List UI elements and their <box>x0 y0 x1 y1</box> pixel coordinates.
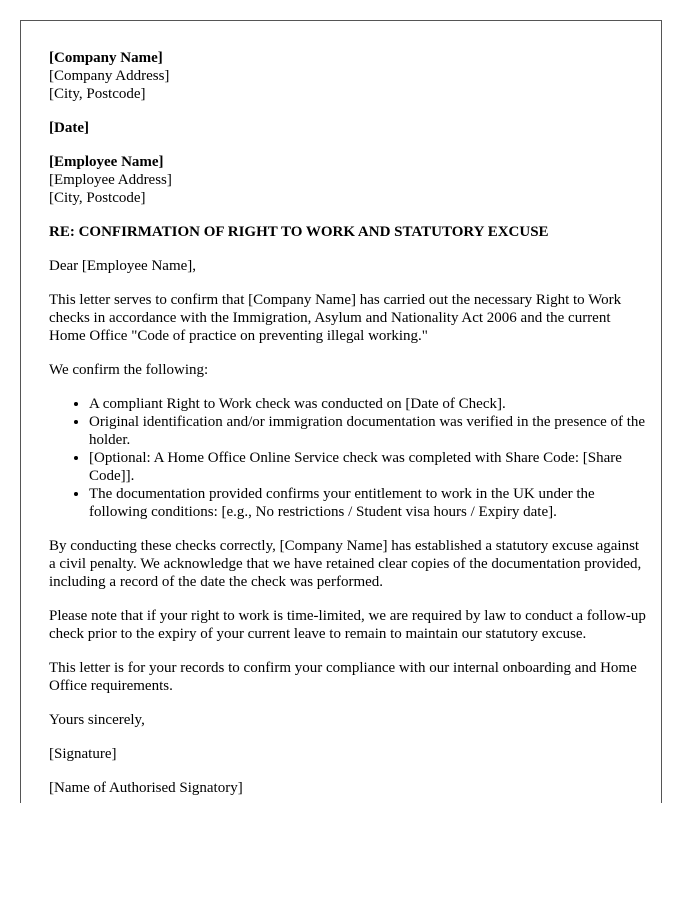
sender-city-postcode: [City, Postcode] <box>49 86 146 102</box>
recipient-block <box>49 153 649 207</box>
recipient-employee-name: [Employee Name] <box>49 154 164 170</box>
signatory-name: [Name of Authorised Signatory] <box>49 780 243 796</box>
subject-line: RE: CONFIRMATION OF RIGHT TO WORK AND STATUTORY EXCUSE <box>49 224 549 240</box>
confirm-lead: We confirm the following: <box>49 362 209 378</box>
date-block <box>49 119 649 137</box>
list-item: • Original identification and/or immigration documentation was verified in the presence of the holder. <box>89 413 649 449</box>
letter-page <box>20 20 662 803</box>
sender-block <box>49 49 649 103</box>
recipient-employee-address: [Employee Address] <box>49 172 172 188</box>
letter-content <box>49 49 649 803</box>
confirm-list <box>49 395 649 521</box>
list-item: • [Optional: A Home Office Online Service check was completed with Share Code: [Share Code]]. <box>89 449 649 485</box>
follow-up-paragraph: Please note that if your right to work is time-limited, we are required by law to conduct a follow-up check prior to the expiry of your current leave to remain to maintain our statutory excuse. <box>49 608 646 642</box>
list-item: • The documentation provided confirms your entitlement to work in the UK under the following conditions: [e.g., No restrictions / Student visa hours / Expiry date]. <box>89 485 649 521</box>
signature: [Signature] <box>49 746 117 762</box>
letter-date: [Date] <box>49 120 89 136</box>
intro-paragraph: This letter serves to confirm that [Company Name] has carried out the necessary Right to Work checks in accordance with the Immigration, Asylum and Nationality Act 2006 and the current Home Office "Code of practice on preventing illegal working." <box>49 292 622 344</box>
recipient-city-postcode: [City, Postcode] <box>49 190 146 206</box>
closing: Yours sincerely, <box>49 712 145 728</box>
salutation: Dear [Employee Name], <box>49 258 197 274</box>
records-paragraph: This letter is for your records to confirm your compliance with our internal onboarding and Home Office requirements. <box>49 660 637 694</box>
statutory-paragraph: By conducting these checks correctly, [Company Name] has established a statutory excuse against a civil penalty. We acknowledge that we have retained clear copies of the documentation provided, including a record of the date the check was performed. <box>49 538 642 590</box>
sender-company-address: [Company Address] <box>49 68 170 84</box>
list-item: • A compliant Right to Work check was conducted on [Date of Check]. <box>89 395 649 413</box>
sender-company-name: [Company Name] <box>49 50 163 66</box>
